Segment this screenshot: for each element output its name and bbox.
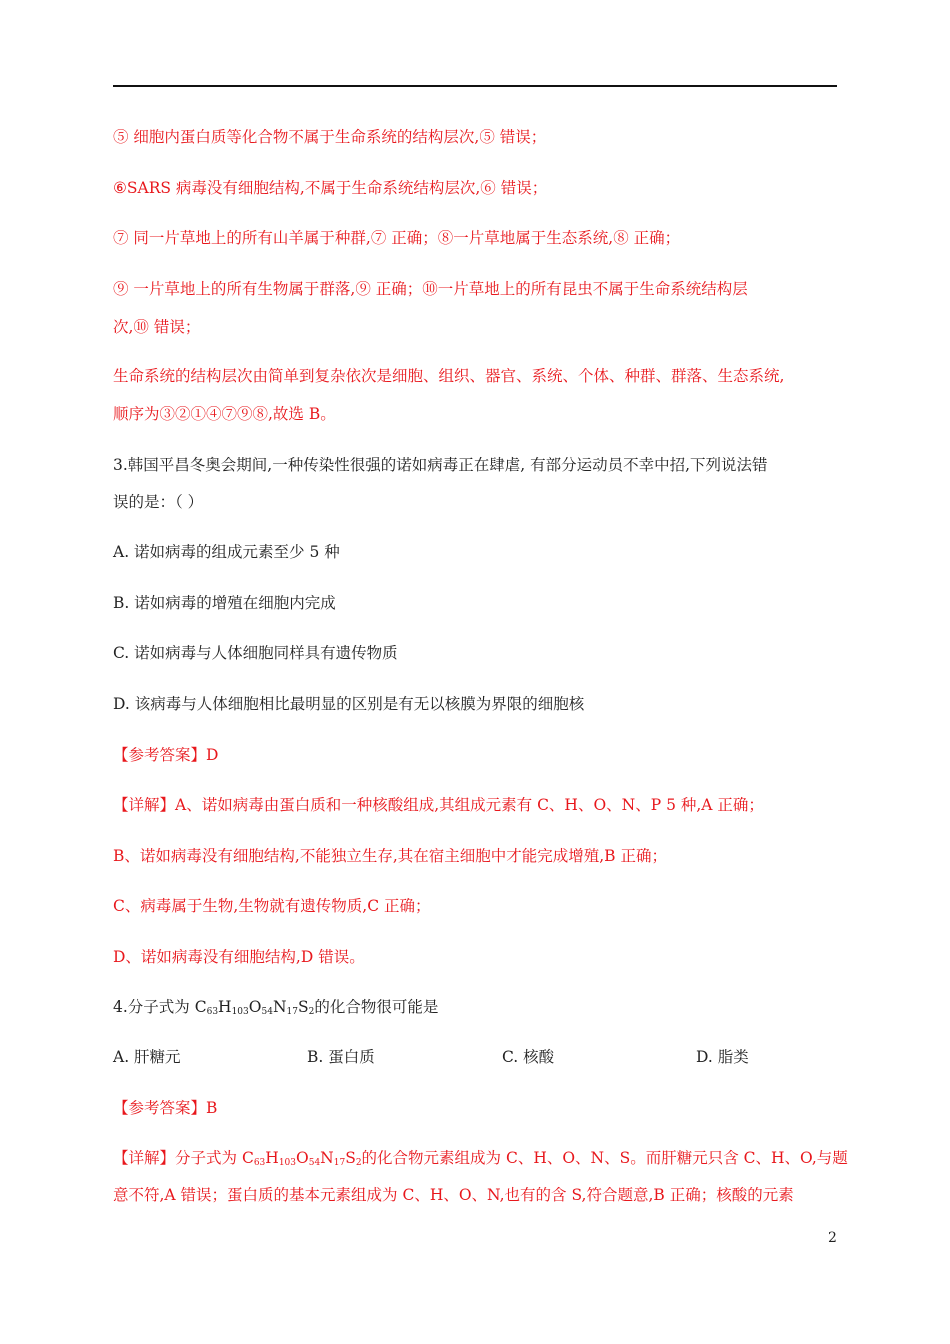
q3-option-a: A. 诺如病毒的组成元素至少 5 种: [113, 543, 340, 561]
explanation-summary: 生命系统的结构层次由简单到复杂依次是细胞、组织、器官、系统、个体、种群、群落、生态系统,: [113, 367, 785, 385]
answer-tag: 【参考答案】: [113, 746, 207, 764]
explanation-line-7-8: ⑦ 同一片草地上的所有山羊属于种群,⑦ 正确；⑧一片草地属于生态系统,⑧ 正确；: [113, 229, 681, 247]
explanation-line-5: ⑤ 细胞内蛋白质等化合物不属于生命系统的结构层次,⑤ 错误；: [113, 128, 547, 146]
page-number: 2: [828, 1230, 837, 1246]
q4-option-c: C. 核酸: [502, 1048, 555, 1066]
q3-detail-d: D、诺如病毒没有细胞结构,D 错误。: [113, 948, 365, 966]
q4-detail-line1: 【详解】分子式为 $C_{63}H_{103}O_{54}N_{17}S_2$的化合物元素组成为 C、H、O、N、S。而肝糖元只含 C、H、O,与题: [113, 1149, 848, 1168]
q3-stem-line1: 3.韩国平昌冬奥会期间,一种传染性很强的诺如病毒正在肆虐, 有部分运动员不幸中招,下列说法错: [113, 456, 768, 474]
explanation-line-6: ⑥SARS 病毒没有细胞结构,不属于生命系统结构层次,⑥ 错误；: [113, 179, 548, 197]
q4-option-a: A. 肝糖元: [113, 1048, 181, 1066]
molecular-formula: $C_{63}H_{103}O_{54}N_{17}S_2$: [194, 998, 315, 1017]
q3-option-c: C. 诺如病毒与人体细胞同样具有遗传物质: [113, 644, 398, 662]
q4-stem-pre: 4.分子式为: [113, 998, 195, 1016]
q3-detail-c: C、病毒属于生物,生物就有遗传物质,C 正确；: [113, 897, 431, 915]
q4-stem: [113, 997, 438, 1017]
q4-answer: [113, 1098, 217, 1118]
detail-tag: 【详解】: [113, 796, 176, 814]
answer-tag: 【参考答案】: [113, 1099, 207, 1117]
answer-value: B: [206, 1099, 218, 1117]
explanation-conclusion: 顺序为③②①④⑦⑨⑧,故选 B。: [113, 405, 336, 423]
q4-detail-line2: 意不符,A 错误；蛋白质的基本元素组成为 C、H、O、N,也有的含 S,符合题意,B 正确；核酸的元素: [113, 1186, 794, 1204]
q3-detail-a: [113, 795, 764, 815]
q4-stem-post: 的化合物很可能是: [314, 998, 439, 1016]
detail-tag: 【详解】: [113, 1149, 176, 1167]
answer-value: D: [206, 746, 219, 764]
explanation-line-9-10: ⑨ 一片草地上的所有生物属于群落,⑨ 正确；⑩一片草地上的所有昆虫不属于生命系统结构层: [113, 280, 748, 298]
q3-option-d: D. 该病毒与人体细胞相比最明显的区别是有无以核膜为界限的细胞核: [113, 695, 585, 713]
explanation-line-10-cont: 次,⑩ 错误；: [113, 318, 201, 336]
q3-detail-b: B、诺如病毒没有细胞结构,不能独立生存,其在宿主细胞中才能完成增殖,B 正确；: [113, 847, 667, 865]
detail-text: A、诺如病毒由蛋白质和一种核酸组成,其组成元素有 C、H、O、N、P 5 种,A 正确；: [175, 796, 764, 814]
q4-option-d: D. 脂类: [696, 1048, 749, 1066]
q4-option-b: B. 蛋白质: [307, 1048, 375, 1066]
q3-answer: [113, 745, 218, 765]
molecular-formula-detail: $C_{63}H_{103}O_{54}N_{17}S_2$: [241, 1149, 362, 1168]
header-rule: [113, 85, 837, 87]
q3-option-b: B. 诺如病毒的增殖在细胞内完成: [113, 594, 336, 612]
q3-stem-line2: 误的是：（ ）: [113, 493, 204, 511]
